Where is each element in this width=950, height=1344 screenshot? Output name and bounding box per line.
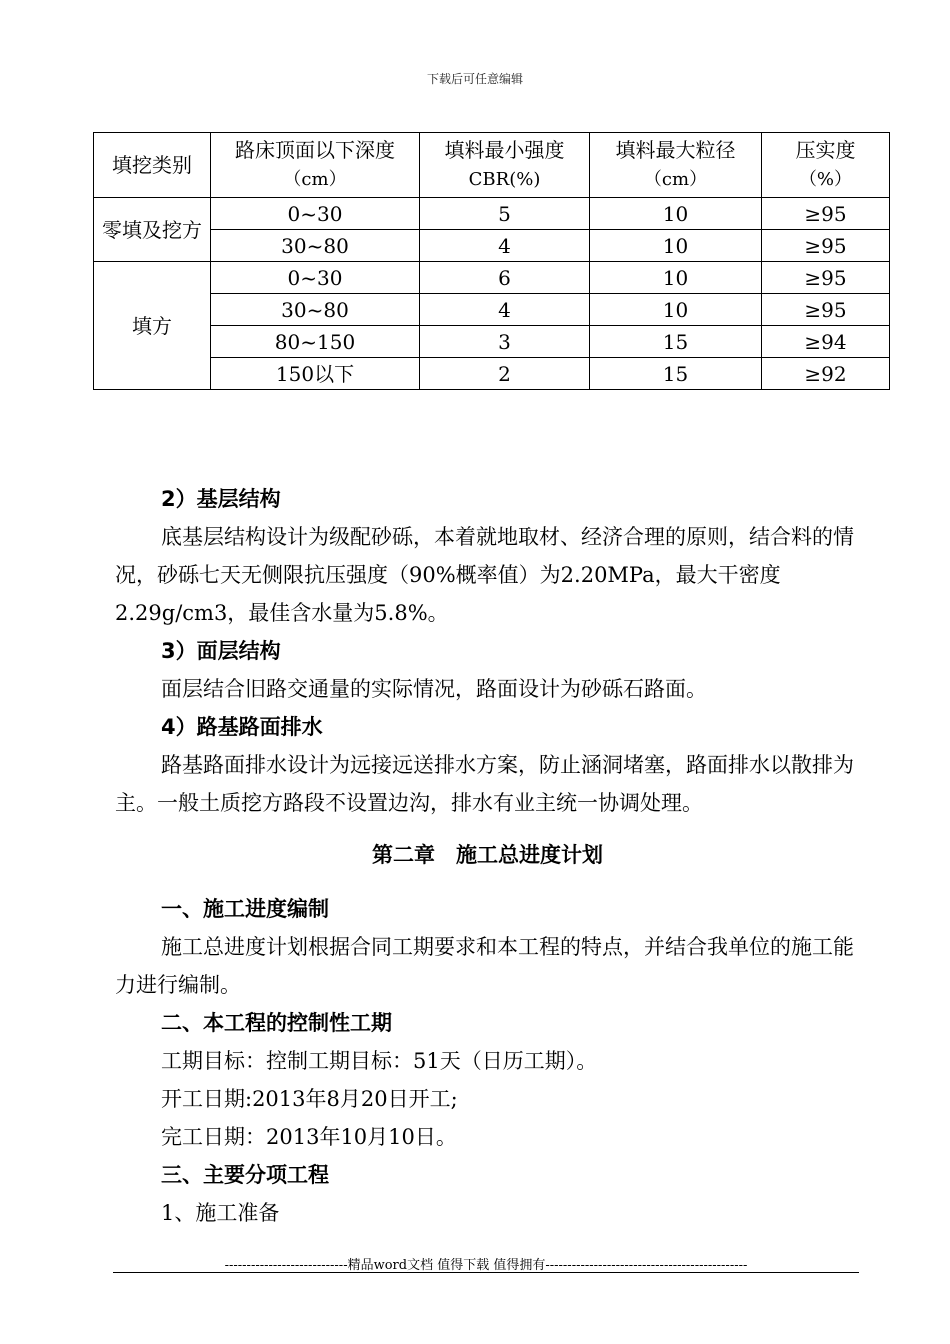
table-header-row [94,133,890,198]
cbr-cell: 2 [420,358,590,390]
table-row [94,262,890,294]
depth-cell: 30~80 [211,230,420,262]
table-row [94,358,890,390]
section-1-heading: 一、施工进度编制 [161,897,329,921]
header-size [590,133,762,198]
compaction-cell: ≥92 [762,358,890,390]
header-compaction [762,133,890,198]
depth-cell: 80~150 [211,326,420,358]
table-row [94,230,890,262]
footer-divider [113,1272,859,1273]
header-depth [211,133,420,198]
header-category-label: 填挖类别 [112,153,192,177]
table-row [94,198,890,230]
document-body [115,480,860,1232]
end-date-line: 完工日期：2013年10月10日。 [161,1125,457,1149]
surface-structure-paragraph: 面层结合旧路交通量的实际情况，路面设计为砂砾石路面。 [161,677,707,701]
size-cell: 10 [590,262,762,294]
section-3-item-1: 1、施工准备 [161,1201,280,1225]
surface-structure-heading: 3）面层结构 [161,639,281,663]
chapter-title: 第二章 施工总进度计划 [372,843,603,867]
cbr-cell: 3 [420,326,590,358]
table-row [94,294,890,326]
cbr-cell: 4 [420,230,590,262]
drainage-heading: 4）路基路面排水 [161,715,323,739]
header-cbr-label: 填料最小强度 [444,138,565,162]
cbr-cell: 5 [420,198,590,230]
size-cell: 15 [590,358,762,390]
compaction-cell: ≥94 [762,326,890,358]
header-cbr [420,133,590,198]
header-size-label: 填料最大粒径 [615,138,736,162]
start-date-line: 开工日期:2013年8月20日开工; [161,1087,458,1111]
compaction-cell: ≥95 [762,262,890,294]
footer-note: ----------------------------精品word文档 值得下载 值得拥有---------------------------------------------- [224,1258,748,1273]
header-cbr-unit: CBR(%) [468,169,541,190]
header-depth-unit: （cm） [283,169,347,190]
section-1-paragraph: 施工总进度计划根据合同工期要求和本工程的特点，并结合我单位的施工能力进行编制。 [115,935,854,997]
compaction-cell: ≥95 [762,294,890,326]
category-cell: 零填及挖方 [94,198,211,262]
header-note: 下载后可任意编辑 [426,72,523,86]
cbr-cell: 6 [420,262,590,294]
base-structure-heading: 2）基层结构 [161,487,281,511]
header-category [94,133,211,198]
compaction-cell: ≥95 [762,230,890,262]
section-2-heading: 二、本工程的控制性工期 [161,1011,392,1035]
header-size-unit: （cm） [643,169,708,190]
depth-cell: 0~30 [211,262,420,294]
section-3-heading: 三、主要分项工程 [161,1163,329,1187]
depth-cell: 30~80 [211,294,420,326]
category-cell: 填方 [94,262,211,390]
size-cell: 10 [590,230,762,262]
schedule-target-line: 工期目标：控制工期目标：51天（日历工期）。 [161,1049,598,1073]
header-compaction-unit: （%） [798,169,853,190]
drainage-paragraph: 路基路面排水设计为远接远送排水方案，防止涵洞堵塞，路面排水以散排为主。一般土质挖方路段不设置边沟，排水有业主统一协调处理。 [115,753,854,815]
base-structure-paragraph: 底基层结构设计为级配砂砾，本着就地取材、经济合理的原则，结合料的情况，砂砾七天无侧限抗压强度（90%概率值）为2.20MPa，最大干密度2.29g/cm3，最佳含水量为5.8%。 [115,525,854,625]
compaction-cell: ≥95 [762,198,890,230]
subgrade-spec-table [93,132,890,390]
size-cell: 15 [590,326,762,358]
size-cell: 10 [590,294,762,326]
cbr-cell: 4 [420,294,590,326]
header-depth-label: 路床顶面以下深度 [235,138,395,162]
size-cell: 10 [590,198,762,230]
depth-cell: 150以下 [211,358,420,390]
table-row [94,326,890,358]
header-compaction-label: 压实度 [795,138,856,162]
depth-cell: 0~30 [211,198,420,230]
